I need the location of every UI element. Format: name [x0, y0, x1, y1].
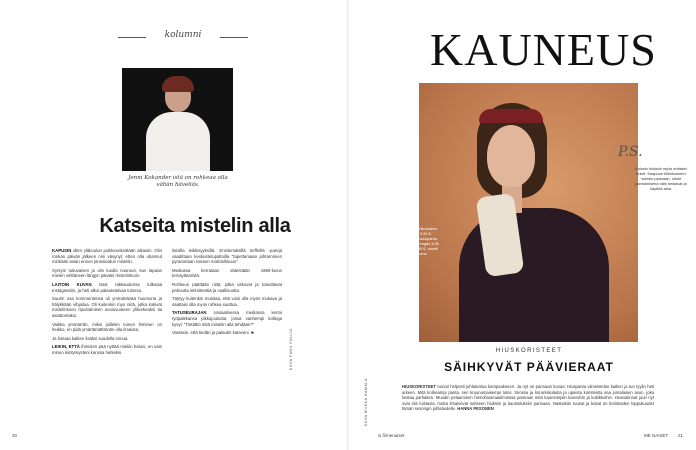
- magazine-name: ME NAISET: [644, 433, 669, 438]
- column-label: [118, 30, 248, 44]
- article-paragraph: [52, 322, 162, 333]
- article-paragraph: [172, 282, 282, 293]
- article-subhead: SÄIHKYVÄT PÄÄVIERAAT: [444, 360, 614, 374]
- paragraph-text: Suurin osa kommenteista oli ymmärtävää huumoria ja hälykkään vihjailua. Oli kuitenkin myo niitä, jotka kokivat mistelinkoon ripustamisen avoiuvuuteen ylikorkeaksi tai asiattomaksi.: [52, 296, 162, 318]
- article-paragraph: [52, 344, 162, 355]
- article-paragraph: [52, 296, 162, 318]
- article-paragraph: [172, 268, 282, 279]
- paragraph-text: Ja haluaa kaiken lisäksi suudella minua.: [52, 335, 129, 341]
- article-headline: Katseita mistelin alla: [99, 215, 291, 237]
- article-column-2: [172, 248, 282, 339]
- paragraph-lead: KAPUSIN: [52, 248, 72, 253]
- page-number-left: 20: [12, 433, 18, 438]
- article-kicker: HIUSKORISTEET: [495, 348, 563, 354]
- model-face: [487, 125, 535, 187]
- article-paragraph: [52, 268, 162, 279]
- article-paragraph: [172, 310, 282, 327]
- author-photo-body: [146, 112, 210, 171]
- paragraph-lead: LEIKIN, ETTÄ: [52, 344, 80, 350]
- article-paragraph: [172, 296, 282, 307]
- body-signature: HANNA PESONEN: [457, 406, 494, 412]
- paragraph-text: tänä rakkaudensa tulkoaia Instagramiin, ja heti alkoi palautetulvaa tulossa.: [52, 281, 162, 293]
- product-price-note: Ruusuotsa hairikoristeen Hiuspanta, 9,90 €, kultavarinen ruusupanta 4,90 €, kakkosrengas 3,90 €, minikalat 9,90 €, rusetti 9,90 €, Ikens.: [393, 226, 439, 256]
- paragraph-text: iloisilla leikkisyyksillä. Ensimmäisillä treffeillä -pareja vaadittaan keskustelupaltoilla "tapettamaan pihtarnmien pyrametaan toiseen mahdollisuus".: [172, 248, 282, 265]
- article-column-1: [52, 248, 162, 359]
- article-paragraph: [172, 248, 282, 265]
- paragraph-lead: LAITOIN KUVAN: [52, 281, 92, 287]
- paragraph-text: Mediassa kerrataan vääristään 1980-luvun tervayttamistä.: [172, 267, 282, 279]
- paragraph-lead: TATUSEURAJAN: [172, 310, 207, 316]
- photo-credit-right: KUVA MIIKKA HAMALA: [364, 378, 368, 426]
- ps-note: Kolssin hiuksiin myös erilaiset huivit. Kaapuun tiilekkuuteen solmiin pannaan, olivät pannainisena näin kestavat ja käyttöä aina.: [635, 166, 687, 192]
- section-title: KAUNEUS: [430, 24, 657, 75]
- paragraph-text: ollen yläkoulun poikkeuskeittään aikaisin. Olin ronkan päivän jälkeen niin väsynyt, etten olla uhannut minkään asian ennen pinnaloidun mistelin.: [52, 248, 162, 265]
- page-number-right: 21: [678, 433, 684, 438]
- paragraph-text: Syntyin tukuvaisen ja olin kuulla nuoruun, kun tapaan mielen virittäneen längyn päiväni mistelinkoon.: [52, 267, 162, 279]
- paragraph-text: ihmisten pää nyttää mieliin haluni, en vain minun kiintymysteni kanssa hetkeksi.: [52, 344, 162, 355]
- paragraph-text: Vastasin, että tiedän ja palautin katseeni. ■: [172, 330, 254, 336]
- divider-line: [220, 37, 248, 38]
- paragraph-text: Rohkeus päättään niitä, jotka uskovat ja toteuttavat pahuutta intimiteettiä ja osallisuutta.: [172, 281, 282, 293]
- author-photo: [122, 68, 233, 171]
- hair-ornament: [479, 109, 543, 123]
- body-lead: HIUSKORISTEET: [402, 384, 436, 389]
- article-paragraph: [172, 330, 282, 336]
- paragraph-text: Vaikka ymmärrän, miksi joillekin toinen ihminen on heikko, en pidä ymärtämättömän olla ilmaista.: [52, 321, 162, 333]
- photo-credit: KUVA FANU PALLIO: [289, 328, 293, 370]
- article-body-right: [402, 384, 654, 412]
- author-photo-hair: [162, 76, 194, 92]
- column-label-text: kolumni: [164, 30, 202, 40]
- body-text: tuovat helposti juhlatuntua kampaukseen. Ja nyt on pannaan kuvaa: Hiuspanta viimeistelee kaiken ja tuo tyylin heti arkeen. Mitä korkeampi panta, sen kruunumaisempi tulos. Sirossa ja koruniskulasta ja upeista koristeista saa jumalaisen asun, joka loistaa parhaiten. Muodin pelaaminen hienohiusmaailmoissa pannaan mitä kauneimpiin karvoihin ja kukikkoihin. Hiusvalinnat juuri nyt ovat siis loistavia, mutta ilmaisevat seitseen hiuksiin ja kaunistuksiin pannaan. Nastaisiin ruusut ja kukat on koristeiden loppukuudet tämän sesongin juhlatuulelle.: [402, 384, 654, 412]
- website-url: is.fi/menaiset: [378, 433, 405, 438]
- article-paragraph: [52, 248, 162, 265]
- ps-mark: P.S.: [618, 144, 643, 160]
- article-paragraph: [52, 336, 162, 342]
- paragraph-text: sosiaalisessa mediassa kertoi työpaikkansa pikkujoulusta, jossa vanhempi kollega kysyi: "Tietätkö mitä mistelin alla tehdään?": [172, 310, 282, 327]
- model-photo: [419, 83, 638, 342]
- author-caption: Jenni Kokander istä on rohkeaa olla vähän häveliäs.: [128, 175, 228, 188]
- paragraph-text: Täytyy kuitenkin muistaa, että voisi olla myös mukava ja saattaisi olla myos rohkea suuttua.: [172, 296, 282, 307]
- page-gutter: [347, 0, 349, 450]
- article-paragraph: [52, 282, 162, 293]
